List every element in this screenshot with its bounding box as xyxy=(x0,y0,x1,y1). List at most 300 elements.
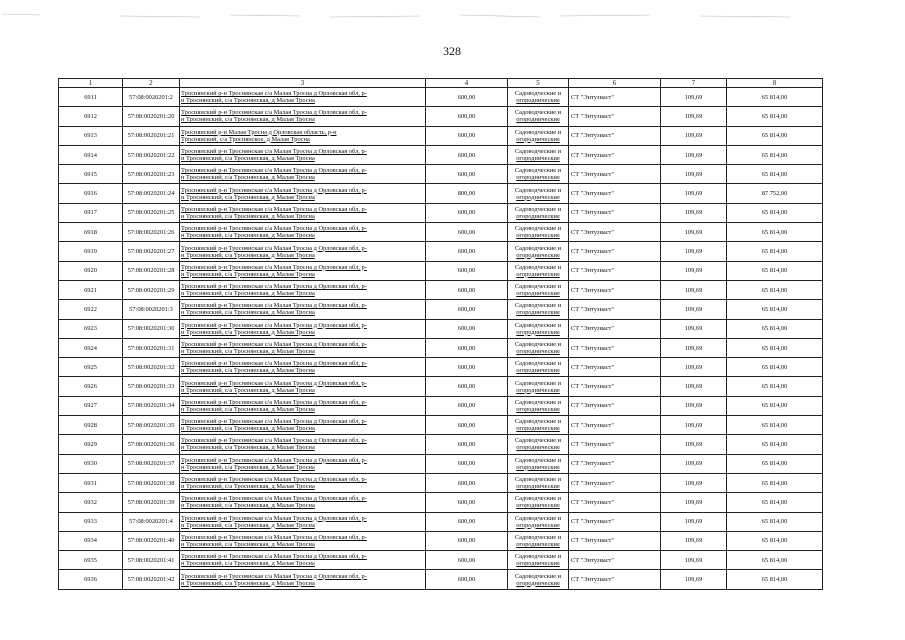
land-use-line-1: Садоводческие и xyxy=(514,398,562,406)
table-row xyxy=(59,396,823,415)
owner: СТ "Энтузиаст" xyxy=(569,416,661,435)
land-use-line-1: Садоводческие и xyxy=(514,533,562,541)
land-registry-table xyxy=(58,78,823,590)
address-line-1: Троснянский р-н Троснянская с/а Малая Тросна д Орловская обл, р- xyxy=(181,379,367,387)
cadastral-number: 57:08:0020201:41 xyxy=(123,551,180,570)
cadastral-number: 57:08:0020201:33 xyxy=(123,377,180,396)
land-use-cell xyxy=(508,358,569,377)
land-use-cell xyxy=(508,223,569,242)
address-line-2: н Троснянский, с/а Троснянская, д Малая Тросна xyxy=(181,290,315,298)
table-row xyxy=(59,338,823,357)
row-number: 6929 xyxy=(59,435,123,454)
land-use-line-1: Садоводческие и xyxy=(514,90,562,98)
land-use-cell xyxy=(508,165,569,184)
cadastral-value: 65 814,00 xyxy=(727,165,823,184)
address-cell xyxy=(180,473,426,492)
address-line-2: н Троснянский, с/а Троснянская, д Малая Тросна xyxy=(181,483,315,491)
owner: СТ "Энтузиаст" xyxy=(569,473,661,492)
cadastral-number: 57:08:0020201:27 xyxy=(123,242,180,261)
address-cell xyxy=(180,223,426,242)
owner: СТ "Энтузиаст" xyxy=(569,493,661,512)
specific-value: 109,69 xyxy=(661,145,727,164)
address-line-2: н Троснянский, с/а Троснянская, д Малая Тросна xyxy=(181,270,315,278)
owner: СТ "Энтузиаст" xyxy=(569,358,661,377)
address-cell xyxy=(180,300,426,319)
header-row xyxy=(59,79,823,88)
owner: СТ "Энтузиаст" xyxy=(569,570,661,589)
land-use-line-2: огороднические xyxy=(516,232,560,240)
land-use-line-1: Садоводческие и xyxy=(514,225,562,233)
specific-value: 109,69 xyxy=(661,319,727,338)
owner: СТ "Энтузиаст" xyxy=(569,396,661,415)
cadastral-number: 57:08:0020201:28 xyxy=(123,261,180,280)
address-cell xyxy=(180,377,426,396)
cadastral-value: 65 814,00 xyxy=(727,280,823,299)
land-use-cell xyxy=(508,377,569,396)
land-use-cell xyxy=(508,242,569,261)
owner: СТ "Энтузиаст" xyxy=(569,126,661,145)
address-cell xyxy=(180,416,426,435)
address-cell xyxy=(180,531,426,550)
address-line-1: Троснянский р-н Троснянская с/а Малая Тросна д Орловская обл, р- xyxy=(181,90,367,98)
address-line-2: н Троснянский, с/а Троснянская, д Малая Тросна xyxy=(181,212,315,220)
address-line-2: Троснянский, с/а Троснянское, д Малая Тросна xyxy=(181,135,310,143)
land-use-line-2: огороднические xyxy=(516,116,560,124)
address-cell xyxy=(180,454,426,473)
cadastral-value: 65 814,00 xyxy=(727,338,823,357)
land-use-line-1: Садоводческие и xyxy=(514,128,562,136)
land-use-line-2: огороднические xyxy=(516,502,560,510)
cadastral-number: 57:08:0020201:23 xyxy=(123,165,180,184)
address-line-1: Троснянский р-н Троснянская с/а Малая Тросна д Орловская обл, р- xyxy=(181,398,367,406)
row-number: 6921 xyxy=(59,280,123,299)
specific-value: 109,69 xyxy=(661,261,727,280)
row-number: 6912 xyxy=(59,107,123,126)
row-number: 6913 xyxy=(59,126,123,145)
owner: СТ "Энтузиаст" xyxy=(569,261,661,280)
address-line-1: Троснянский р-н Троснянская с/а Малая Тросна д Орловская обл, р- xyxy=(181,302,367,310)
scan-noise-artifact xyxy=(0,0,905,30)
table-row xyxy=(59,493,823,512)
owner: СТ "Энтузиаст" xyxy=(569,165,661,184)
area: 600,00 xyxy=(426,551,508,570)
land-use-cell xyxy=(508,454,569,473)
land-use-cell xyxy=(508,261,569,280)
land-use-line-1: Садоводческие и xyxy=(514,167,562,175)
address-cell xyxy=(180,145,426,164)
table-row xyxy=(59,358,823,377)
land-use-cell xyxy=(508,473,569,492)
land-use-cell xyxy=(508,126,569,145)
cadastral-number: 57:08:0020201:29 xyxy=(123,280,180,299)
land-use-line-1: Садоводческие и xyxy=(514,186,562,194)
row-number: 6934 xyxy=(59,531,123,550)
owner: СТ "Энтузиаст" xyxy=(569,223,661,242)
owner: СТ "Энтузиаст" xyxy=(569,203,661,222)
specific-value: 109,69 xyxy=(661,88,727,107)
row-number: 6917 xyxy=(59,203,123,222)
column-header: 4 xyxy=(426,79,508,88)
address-line-1: Троснянский р-н Малая Тросна д Орловская область, р-н xyxy=(181,128,337,136)
area: 600,00 xyxy=(426,377,508,396)
row-number: 6919 xyxy=(59,242,123,261)
land-use-line-1: Садоводческие и xyxy=(514,244,562,252)
cadastral-number: 57:08:0020201:40 xyxy=(123,531,180,550)
cadastral-value: 65 814,00 xyxy=(727,435,823,454)
table-row xyxy=(59,551,823,570)
row-number: 6923 xyxy=(59,319,123,338)
land-use-line-1: Садоводческие и xyxy=(514,514,562,522)
area: 600,00 xyxy=(426,126,508,145)
address-line-2: н Троснянский, с/а Троснянская, д Малая Тросна xyxy=(181,97,315,105)
land-use-line-1: Садоводческие и xyxy=(514,302,562,310)
specific-value: 109,69 xyxy=(661,223,727,242)
specific-value: 109,69 xyxy=(661,396,727,415)
address-line-1: Троснянский р-н Троснянская с/а Малая Тросна д Орловская обл, р- xyxy=(181,456,367,464)
cadastral-number: 57:08:0020201:3 xyxy=(123,300,180,319)
cadastral-number: 57:08:0020201:39 xyxy=(123,493,180,512)
address-line-1: Троснянский р-н Троснянская с/а Малая Тросна д Орловская обл, р- xyxy=(181,418,367,426)
land-use-line-2: огороднические xyxy=(516,290,560,298)
cadastral-value: 65 814,00 xyxy=(727,319,823,338)
address-line-2: н Троснянский, с/а Троснянская, д Малая Тросна xyxy=(181,521,315,529)
land-use-line-1: Садоводческие и xyxy=(514,109,562,117)
land-use-line-2: огороднические xyxy=(516,560,560,568)
land-use-line-2: огороднические xyxy=(516,483,560,491)
area: 600,00 xyxy=(426,473,508,492)
area: 600,00 xyxy=(426,396,508,415)
area: 800,00 xyxy=(426,184,508,203)
address-cell xyxy=(180,184,426,203)
row-number: 6926 xyxy=(59,377,123,396)
cadastral-value: 65 814,00 xyxy=(727,377,823,396)
land-use-cell xyxy=(508,416,569,435)
row-number: 6920 xyxy=(59,261,123,280)
land-use-line-1: Садоводческие и xyxy=(514,476,562,484)
owner: СТ "Энтузиаст" xyxy=(569,338,661,357)
table-row xyxy=(59,435,823,454)
address-line-1: Троснянский р-н Троснянская с/а Малая Тросна д Орловская обл, р- xyxy=(181,553,367,561)
specific-value: 109,69 xyxy=(661,184,727,203)
land-use-line-2: огороднические xyxy=(516,328,560,336)
land-use-line-1: Садоводческие и xyxy=(514,572,562,580)
cadastral-number: 57:08:0020201:34 xyxy=(123,396,180,415)
land-use-line-2: огороднические xyxy=(516,348,560,355)
address-line-2: н Троснянский, с/а Троснянская, д Малая Тросна xyxy=(181,463,315,471)
land-use-cell xyxy=(508,280,569,299)
table-row xyxy=(59,261,823,280)
address-line-1: Троснянский р-н Троснянская с/а Малая Тросна д Орловская обл, р- xyxy=(181,321,367,329)
cadastral-value: 65 814,00 xyxy=(727,145,823,164)
land-use-cell xyxy=(508,203,569,222)
land-use-line-1: Садоводческие и xyxy=(514,495,562,503)
table-row xyxy=(59,473,823,492)
table-row xyxy=(59,107,823,126)
land-use-line-2: огороднические xyxy=(516,97,560,105)
land-use-cell xyxy=(508,551,569,570)
page-number: 328 xyxy=(443,44,461,58)
column-header: 3 xyxy=(180,79,426,88)
land-use-cell xyxy=(508,107,569,126)
table-row xyxy=(59,223,823,242)
table-row xyxy=(59,88,823,107)
row-number: 6932 xyxy=(59,493,123,512)
land-use-line-1: Садоводческие и xyxy=(514,283,562,291)
address-cell xyxy=(180,319,426,338)
specific-value: 109,69 xyxy=(661,377,727,396)
cadastral-value: 65 814,00 xyxy=(727,396,823,415)
cadastral-value: 65 814,00 xyxy=(727,203,823,222)
owner: СТ "Энтузиаст" xyxy=(569,551,661,570)
specific-value: 109,69 xyxy=(661,512,727,531)
cadastral-value: 65 814,00 xyxy=(727,493,823,512)
cadastral-value: 65 814,00 xyxy=(727,570,823,589)
owner: СТ "Энтузиаст" xyxy=(569,88,661,107)
table-row xyxy=(59,280,823,299)
owner: СТ "Энтузиаст" xyxy=(569,377,661,396)
land-use-cell xyxy=(508,435,569,454)
row-number: 6931 xyxy=(59,473,123,492)
address-line-1: Троснянский р-н Троснянская с/а Малая Тросна д Орловская обл, р- xyxy=(181,360,367,368)
cadastral-number: 57:08:0020201:25 xyxy=(123,203,180,222)
specific-value: 109,69 xyxy=(661,531,727,550)
table-row xyxy=(59,377,823,396)
column-header: 5 xyxy=(508,79,569,88)
owner: СТ "Энтузиаст" xyxy=(569,184,661,203)
specific-value: 109,69 xyxy=(661,493,727,512)
specific-value: 109,69 xyxy=(661,570,727,589)
owner: СТ "Энтузиаст" xyxy=(569,435,661,454)
table-row xyxy=(59,203,823,222)
address-line-1: Троснянский р-н Троснянская с/а Малая Тросна д Орловская обл, р- xyxy=(181,244,367,252)
specific-value: 109,69 xyxy=(661,165,727,184)
address-line-1: Троснянский р-н Троснянская с/а Малая Тросна д Орловская обл, р- xyxy=(181,186,367,194)
cadastral-value: 87 752,00 xyxy=(727,184,823,203)
owner: СТ "Энтузиаст" xyxy=(569,280,661,299)
land-use-cell xyxy=(508,396,569,415)
address-cell xyxy=(180,338,426,357)
specific-value: 109,69 xyxy=(661,338,727,357)
land-use-line-2: огороднические xyxy=(516,463,560,471)
address-line-1: Троснянский р-н Троснянская с/а Малая Тросна д Орловская обл, р- xyxy=(181,533,367,541)
address-line-1: Троснянский р-н Троснянская с/а Малая Тросна д Орловская обл, р- xyxy=(181,167,367,175)
land-use-line-2: огороднические xyxy=(516,540,560,548)
column-header: 7 xyxy=(661,79,727,88)
address-cell xyxy=(180,126,426,145)
land-use-line-1: Садоводческие и xyxy=(514,553,562,561)
area: 600,00 xyxy=(426,203,508,222)
address-line-2: н Троснянский, с/а Троснянская, д Малая Тросна xyxy=(181,367,315,375)
land-use-line-2: огороднические xyxy=(516,193,560,201)
specific-value: 109,69 xyxy=(661,416,727,435)
land-use-cell xyxy=(508,493,569,512)
row-number: 6918 xyxy=(59,223,123,242)
address-cell xyxy=(180,551,426,570)
address-line-2: н Троснянский, с/а Троснянская, д Малая Тросна xyxy=(181,386,315,394)
land-use-line-1: Садоводческие и xyxy=(514,263,562,271)
cadastral-value: 65 814,00 xyxy=(727,107,823,126)
table-row xyxy=(59,416,823,435)
address-line-2: н Троснянский, с/а Троснянская, д Малая Тросна xyxy=(181,174,315,182)
specific-value: 109,69 xyxy=(661,473,727,492)
address-line-1: Троснянский р-н Троснянская с/а Малая Тросна д Орловская обл, р- xyxy=(181,263,367,271)
area: 600,00 xyxy=(426,570,508,589)
table-row xyxy=(59,165,823,184)
cadastral-value: 65 814,00 xyxy=(727,531,823,550)
area: 600,00 xyxy=(426,88,508,107)
area: 600,00 xyxy=(426,165,508,184)
land-use-line-1: Садоводческие и xyxy=(514,379,562,387)
specific-value: 109,69 xyxy=(661,551,727,570)
cadastral-number: 57:08:0020201:26 xyxy=(123,223,180,242)
land-use-cell xyxy=(508,512,569,531)
specific-value: 109,69 xyxy=(661,435,727,454)
address-line-2: н Троснянский, с/а Троснянская, д Малая Тросна xyxy=(181,579,315,587)
cadastral-number: 57:08:0020201:30 xyxy=(123,319,180,338)
address-line-2: н Троснянский, с/а Троснянская, д Малая Тросна xyxy=(181,405,315,413)
cadastral-number: 57:08:0020201:38 xyxy=(123,473,180,492)
cadastral-number: 57:08:0020201:31 xyxy=(123,338,180,357)
cadastral-value: 65 814,00 xyxy=(727,126,823,145)
address-cell xyxy=(180,242,426,261)
land-use-line-2: огороднические xyxy=(516,174,560,182)
cadastral-value: 65 814,00 xyxy=(727,261,823,280)
address-cell xyxy=(180,435,426,454)
land-use-cell xyxy=(508,570,569,589)
cadastral-number: 57:08:0020201:20 xyxy=(123,107,180,126)
cadastral-value: 65 814,00 xyxy=(727,512,823,531)
land-use-line-2: огороднические xyxy=(516,155,560,163)
address-line-1: Троснянский р-н Троснянская с/а Малая Тросна д Орловская обл, р- xyxy=(181,495,367,503)
land-use-line-1: Садоводческие и xyxy=(514,341,562,348)
cadastral-number: 57:08:0020201:37 xyxy=(123,454,180,473)
specific-value: 109,69 xyxy=(661,280,727,299)
land-use-line-1: Садоводческие и xyxy=(514,360,562,368)
cadastral-value: 65 814,00 xyxy=(727,88,823,107)
row-number: 6933 xyxy=(59,512,123,531)
land-use-cell xyxy=(508,145,569,164)
land-use-cell xyxy=(508,338,569,357)
area: 600,00 xyxy=(426,358,508,377)
land-use-line-2: огороднические xyxy=(516,367,560,375)
land-use-line-1: Садоводческие и xyxy=(514,205,562,213)
owner: СТ "Энтузиаст" xyxy=(569,454,661,473)
owner: СТ "Энтузиаст" xyxy=(569,145,661,164)
specific-value: 109,69 xyxy=(661,203,727,222)
address-line-1: Троснянский р-н Троснянская с/а Малая Тросна д Орловская обл, р- xyxy=(181,514,367,522)
specific-value: 109,69 xyxy=(661,242,727,261)
address-line-1: Троснянский р-н Троснянская с/а Малая Тросна д Орловская обл, р- xyxy=(181,341,367,348)
area: 600,00 xyxy=(426,319,508,338)
cadastral-value: 65 814,00 xyxy=(727,300,823,319)
land-use-line-2: огороднические xyxy=(516,444,560,452)
area: 600,00 xyxy=(426,493,508,512)
address-line-2: н Троснянский, с/а Троснянская, д Малая Тросна xyxy=(181,502,315,510)
cadastral-value: 65 814,00 xyxy=(727,416,823,435)
specific-value: 109,69 xyxy=(661,126,727,145)
cadastral-value: 65 814,00 xyxy=(727,358,823,377)
owner: СТ "Энтузиаст" xyxy=(569,319,661,338)
address-line-2: н Троснянский, с/а Троснянская, д Малая Тросна xyxy=(181,444,315,452)
row-number: 6927 xyxy=(59,396,123,415)
table-row xyxy=(59,570,823,589)
area: 600,00 xyxy=(426,107,508,126)
land-use-line-2: огороднические xyxy=(516,579,560,587)
address-cell xyxy=(180,358,426,377)
address-line-1: Троснянский р-н Троснянская с/а Малая Тросна д Орловская обл, р- xyxy=(181,283,367,291)
table-row xyxy=(59,512,823,531)
area: 600,00 xyxy=(426,416,508,435)
address-line-1: Троснянский р-н Троснянская с/а Малая Тросна д Орловская обл, р- xyxy=(181,148,367,156)
land-use-line-2: огороднические xyxy=(516,135,560,143)
cadastral-number: 57:08:0020201:36 xyxy=(123,435,180,454)
address-line-1: Троснянский р-н Троснянская с/а Малая Тросна д Орловская обл, р- xyxy=(181,225,367,233)
column-header: 6 xyxy=(569,79,661,88)
land-use-line-2: огороднические xyxy=(516,212,560,220)
area: 600,00 xyxy=(426,454,508,473)
owner: СТ "Энтузиаст" xyxy=(569,242,661,261)
table-row xyxy=(59,242,823,261)
land-use-cell xyxy=(508,184,569,203)
address-cell xyxy=(180,165,426,184)
table-row xyxy=(59,184,823,203)
land-use-line-2: огороднические xyxy=(516,386,560,394)
address-cell xyxy=(180,512,426,531)
table-row xyxy=(59,300,823,319)
owner: СТ "Энтузиаст" xyxy=(569,512,661,531)
row-number: 6924 xyxy=(59,338,123,357)
column-header: 2 xyxy=(123,79,180,88)
address-cell xyxy=(180,88,426,107)
area: 600,00 xyxy=(426,223,508,242)
area: 600,00 xyxy=(426,261,508,280)
row-number: 6935 xyxy=(59,551,123,570)
row-number: 6936 xyxy=(59,570,123,589)
address-line-1: Троснянский р-н Троснянская с/а Малая Тросна д Орловская обл, р- xyxy=(181,476,367,484)
row-number: 6911 xyxy=(59,88,123,107)
address-line-2: н Троснянский, с/а Троснянская, д Малая Тросна xyxy=(181,193,315,201)
table-row xyxy=(59,126,823,145)
cadastral-number: 57:08:0020201:22 xyxy=(123,145,180,164)
land-use-line-1: Садоводческие и xyxy=(514,456,562,464)
address-cell xyxy=(180,396,426,415)
area: 600,00 xyxy=(426,242,508,261)
specific-value: 109,69 xyxy=(661,454,727,473)
specific-value: 109,69 xyxy=(661,107,727,126)
address-line-2: н Троснянский, с/а Троснянская, д Малая Тросна xyxy=(181,425,315,433)
address-line-2: н Троснянский, с/а Троснянская, д Малая Тросна xyxy=(181,232,315,240)
land-use-line-2: огороднические xyxy=(516,425,560,433)
area: 600,00 xyxy=(426,531,508,550)
cadastral-number: 57:08:0020201:4 xyxy=(123,512,180,531)
row-number: 6930 xyxy=(59,454,123,473)
cadastral-value: 65 814,00 xyxy=(727,473,823,492)
address-line-1: Троснянский р-н Троснянская с/а Малая Тросна д Орловская обл, р- xyxy=(181,572,367,580)
area: 600,00 xyxy=(426,280,508,299)
land-use-cell xyxy=(508,319,569,338)
table-row xyxy=(59,531,823,550)
address-line-2: н Троснянский, с/а Троснянская, д Малая Тросна xyxy=(181,251,315,259)
land-use-cell xyxy=(508,531,569,550)
land-use-line-2: огороднические xyxy=(516,270,560,278)
cadastral-value: 65 814,00 xyxy=(727,223,823,242)
land-use-line-2: огороднические xyxy=(516,309,560,317)
address-line-2: н Троснянский, с/а Троснянская, д Малая Тросна xyxy=(181,116,315,124)
cadastral-number: 57:08:0020201:24 xyxy=(123,184,180,203)
cadastral-value: 65 814,00 xyxy=(727,551,823,570)
address-cell xyxy=(180,107,426,126)
column-header: 8 xyxy=(727,79,823,88)
